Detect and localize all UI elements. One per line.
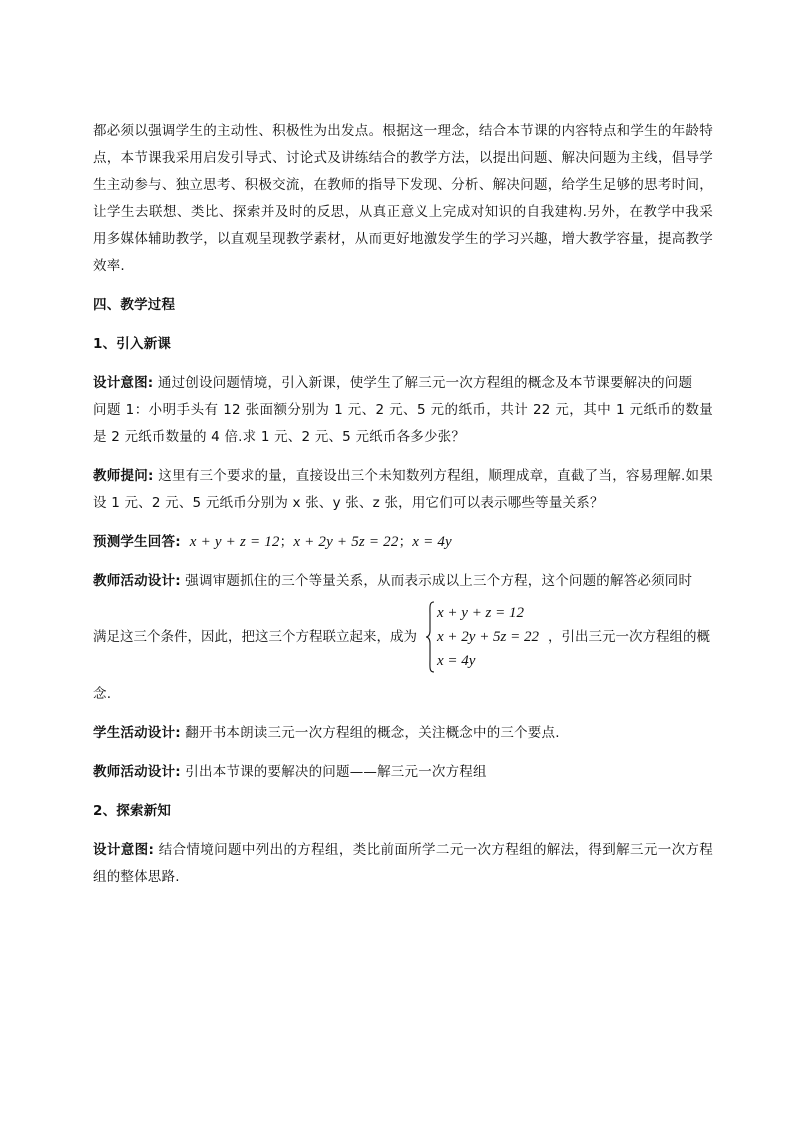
teacher-activity-label: 教师活动设计: xyxy=(93,573,181,589)
intro-paragraph: 都必须以强调学生的主动性、积极性为出发点。根据这一理念，结合本节课的内容特点和学生的年龄特点，本节课我采用启发引导式、讨论式及讲练结合的教学方法，以提出问题、解决问题为主线，倡导学生主动参与、独立思考、积极交流，在教师的指导下发现、分析、解决问题，给学生足够的思考时间，让学生去联想、类比、探索并及时的反思，从真正意义上完成对知识的自我建构.另外，在教学中我采用多媒体辅助教学，以直观呈现教学素材，从而更好地激发学生的学习兴趣，增大教学容量，提高教学效率. xyxy=(93,123,713,274)
document-page xyxy=(93,118,713,891)
design-intent-text: 结合情境问题中列出的方程组，类比前面所学二元一次方程组的解法，得到解三元一次方程组的整体思路. xyxy=(93,842,713,885)
subsection-heading-1: 1、引入新课 xyxy=(93,336,172,352)
teacher-question-label: 教师提问: xyxy=(93,468,154,484)
teacher-question xyxy=(93,463,713,517)
system-intro-text: 满足这三个条件，因此，把这三个方程联立起来，成为 xyxy=(93,629,417,645)
equation-system-line xyxy=(93,601,713,673)
student-activity xyxy=(93,720,713,747)
section-heading-4: 四、教学过程 xyxy=(93,297,176,313)
teacher-activity-text: 强调审题抓住的三个等量关系，从而表示成以上三个方程，这个问题的解答必须同时 xyxy=(180,573,693,589)
separator: ； xyxy=(398,534,413,550)
predicted-answer xyxy=(93,529,713,556)
design-intent-text: 通过创设问题情境，引入新课，使学生了解三元一次方程组的概念及本节课要解决的问题 xyxy=(153,375,693,391)
system-equation-3: x = 4y xyxy=(437,653,476,669)
equation-1: x + y + z = 12 xyxy=(189,534,280,550)
design-intent-2 xyxy=(93,837,713,891)
teacher-activity-2 xyxy=(93,759,713,786)
system-equation-2: x + 2y + 5z = 22 xyxy=(437,629,540,645)
system-outro-text: ，引出三元一次方程组的概 xyxy=(548,629,710,645)
left-brace-icon xyxy=(425,601,435,673)
equation-2: x + 2y + 5z = 22 xyxy=(293,534,399,550)
student-activity-label: 学生活动设计: xyxy=(93,725,181,741)
design-intent-1 xyxy=(93,370,713,397)
teacher-activity-1 xyxy=(93,568,713,595)
problem-1: 问题 1：小明手头有 12 张面额分别为 1 元、2 元、5 元的纸币，共计 22 元，其中 1 元纸币的数量是 2 元纸币数量的 4 倍.求 1 元、2 元、5 元纸币各多少张？ xyxy=(93,402,713,445)
subsection-heading-2: 2、探索新知 xyxy=(93,803,172,819)
system-tail-text: 念. xyxy=(93,686,112,702)
teacher-activity-label: 教师活动设计: xyxy=(93,764,181,780)
teacher-question-text: 这里有三个要求的量，直接设出三个未知数列方程组，顺理成章，直截了当，容易理解.如果设 1 元、2 元、5 元纸币分别为 x 张、y 张、z 张，用它们可以表示哪些等量关系？ xyxy=(93,468,713,511)
design-intent-label: 设计意图: xyxy=(93,375,154,391)
equation-system xyxy=(437,601,539,673)
equation-3: x = 4y xyxy=(412,534,452,550)
predicted-answer-label: 预测学生回答: xyxy=(93,534,181,550)
design-intent-label: 设计意图: xyxy=(93,842,155,858)
system-equation-1: x + y + z = 12 xyxy=(437,605,525,621)
separator: ； xyxy=(279,534,294,550)
student-activity-text: 翻开书本朗读三元一次方程组的概念，关注概念中的三个要点. xyxy=(180,725,560,741)
teacher-activity-text: 引出本节课的要解决的问题——解三元一次方程组 xyxy=(180,764,487,780)
